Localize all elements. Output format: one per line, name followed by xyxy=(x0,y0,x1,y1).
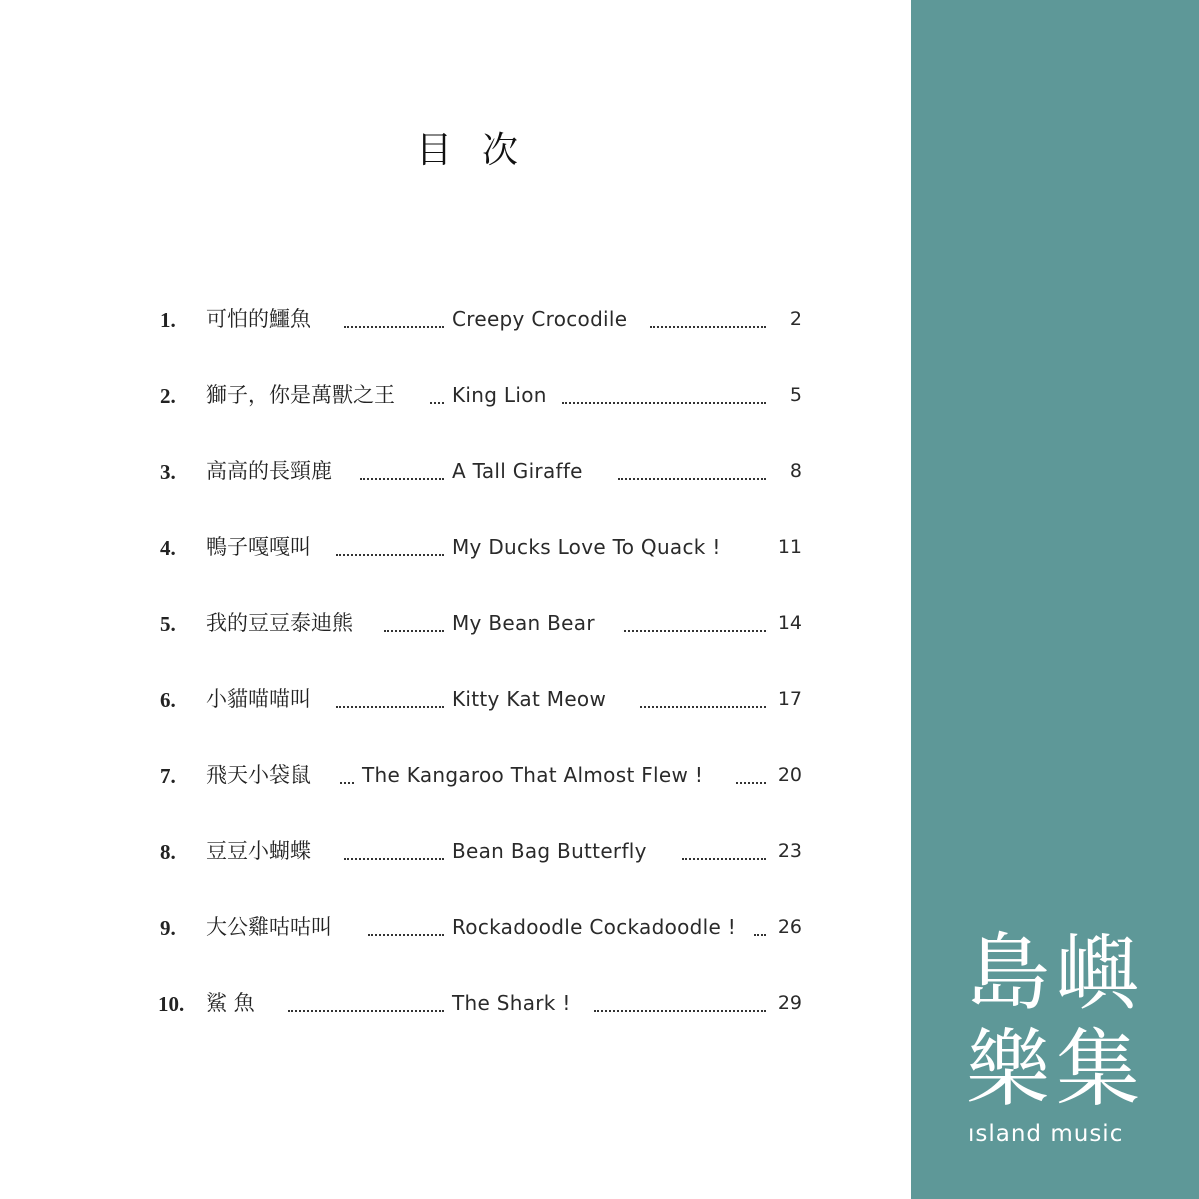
dot-leader xyxy=(650,306,766,328)
dot-leader xyxy=(754,914,766,936)
entry-english-title: The Shark ! xyxy=(452,991,571,1015)
dot-leader xyxy=(594,990,766,1012)
entry-english-title: Creepy Crocodile xyxy=(452,307,628,331)
entry-chinese-title: 飛天小袋鼠 xyxy=(206,763,311,787)
entry-number: 3. xyxy=(160,460,176,484)
entry-english-title: The Kangaroo That Almost Flew ! xyxy=(362,763,704,787)
page-title: 目次 xyxy=(415,130,548,171)
entry-chinese-title: 鯊 魚 xyxy=(206,991,255,1015)
dot-leader xyxy=(340,762,354,784)
entry-chinese-title: 鴨子嘎嘎叫 xyxy=(206,535,311,559)
entry-english-title: Rockadoodle Cockadoodle ! xyxy=(452,915,737,939)
island-music-logo xyxy=(966,924,1146,1156)
entry-page-number: 29 xyxy=(777,992,802,1014)
toc-entry[interactable] xyxy=(160,904,806,952)
entry-english-title: A Tall Giraffe xyxy=(452,459,583,483)
entry-number: 6. xyxy=(160,688,176,712)
dot-leader xyxy=(618,458,766,480)
entry-english-title: My Bean Bear xyxy=(452,611,595,635)
logo-char-ji: 集 xyxy=(1056,1020,1141,1118)
dot-leader xyxy=(430,382,444,404)
entry-page-number: 14 xyxy=(777,612,802,634)
entry-page-number: 20 xyxy=(777,764,802,786)
entry-number: 1. xyxy=(160,308,176,332)
dot-leader xyxy=(288,990,444,1012)
entry-page-number: 17 xyxy=(777,688,802,710)
entry-english-title: My Ducks Love To Quack ! xyxy=(452,535,721,559)
logo-char-yu: 嶼 xyxy=(1056,924,1141,1022)
entry-chinese-title: 小貓喵喵叫 xyxy=(206,687,311,711)
toc-entry[interactable] xyxy=(160,676,806,724)
dot-leader xyxy=(736,762,766,784)
entry-number: 4. xyxy=(160,536,176,560)
entry-english-title: Bean Bag Butterfly xyxy=(452,839,647,863)
entry-english-title: Kitty Kat Meow xyxy=(452,687,607,711)
entry-page-number: 2 xyxy=(789,308,802,330)
dot-leader xyxy=(336,534,444,556)
entry-page-number: 11 xyxy=(777,536,802,558)
toc-entry[interactable] xyxy=(160,296,806,344)
entry-number: 7. xyxy=(160,764,176,788)
logo-char-dao: 島 xyxy=(966,924,1051,1022)
toc-entry[interactable] xyxy=(160,600,806,648)
dot-leader xyxy=(682,838,766,860)
entry-number: 5. xyxy=(160,612,176,636)
entry-page-number: 5 xyxy=(789,384,802,406)
dot-leader xyxy=(624,610,766,632)
dot-leader xyxy=(368,914,444,936)
entry-number: 10. xyxy=(158,992,185,1016)
entry-chinese-title: 豆豆小蝴蝶 xyxy=(206,839,311,863)
entry-chinese-title: 獅子，你是萬獸之王 xyxy=(206,383,395,407)
toc-entry[interactable] xyxy=(160,752,806,800)
entry-english-title: King Lion xyxy=(452,383,547,407)
entry-page-number: 23 xyxy=(777,840,802,862)
entry-number: 8. xyxy=(160,840,176,864)
logo-char-yue: 樂 xyxy=(966,1020,1051,1118)
dot-leader xyxy=(336,686,444,708)
toc-entry[interactable] xyxy=(160,828,806,876)
dot-leader xyxy=(360,458,444,480)
entry-page-number: 8 xyxy=(789,460,802,482)
dot-leader xyxy=(384,610,444,632)
dot-leader xyxy=(640,686,766,708)
entry-page-number: 26 xyxy=(777,916,802,938)
toc-entry[interactable] xyxy=(160,448,806,496)
dot-leader xyxy=(344,306,444,328)
toc-entry[interactable] xyxy=(160,524,806,572)
entry-chinese-title: 可怕的鱷魚 xyxy=(206,307,311,331)
entry-number: 2. xyxy=(160,384,176,408)
logo-subtitle: ısland music xyxy=(968,1121,1124,1147)
entry-chinese-title: 我的豆豆泰迪熊 xyxy=(206,611,353,635)
dot-leader xyxy=(562,382,766,404)
dot-leader xyxy=(344,838,444,860)
entry-number: 9. xyxy=(160,916,176,940)
entry-chinese-title: 大公雞咕咕叫 xyxy=(206,915,332,939)
toc-entry[interactable] xyxy=(160,372,806,420)
entry-chinese-title: 高高的長頸鹿 xyxy=(206,459,332,483)
toc-entry[interactable] xyxy=(160,980,806,1028)
